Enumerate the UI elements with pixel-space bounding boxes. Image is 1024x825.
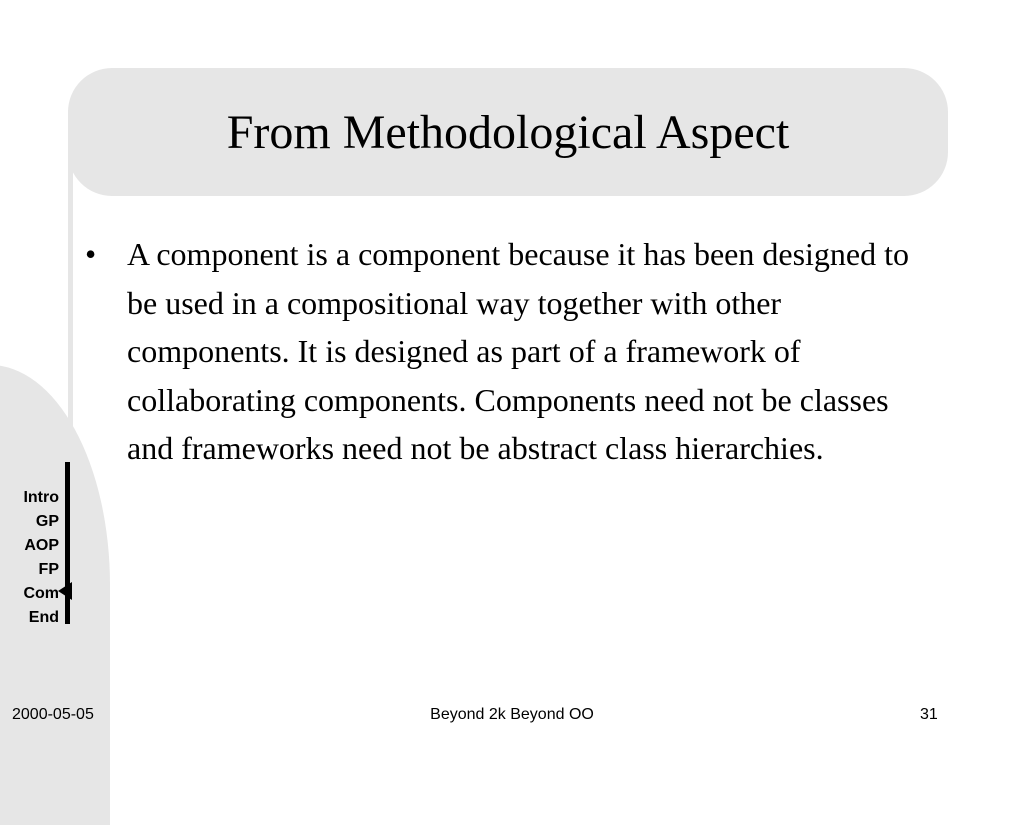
- footer-date: 2000-05-05: [12, 706, 94, 723]
- current-section-arrow-icon: [58, 582, 72, 600]
- bullet-item: [85, 230, 935, 473]
- nav-item-fp[interactable]: FP: [38, 561, 59, 578]
- nav-item-aop[interactable]: AOP: [24, 537, 59, 554]
- nav-item-intro[interactable]: Intro: [23, 489, 59, 506]
- slide-title: From Methodological Aspect: [226, 105, 790, 159]
- bullet-marker: •: [85, 236, 97, 272]
- bullet-text: A component is a component because it has been designed to be used in a compositional way together with other components. It is designed as part of a framework of collaborating components. Components need not be classes and frameworks need not be abstract class hierarchies.: [127, 236, 910, 466]
- nav-item-gp[interactable]: GP: [35, 513, 59, 530]
- nav-item-end[interactable]: End: [28, 609, 59, 626]
- footer-title: Beyond 2k Beyond OO: [430, 706, 594, 723]
- page-number: 31: [920, 706, 938, 723]
- nav-item-com[interactable]: Com: [23, 585, 59, 602]
- section-nav: [0, 486, 59, 630]
